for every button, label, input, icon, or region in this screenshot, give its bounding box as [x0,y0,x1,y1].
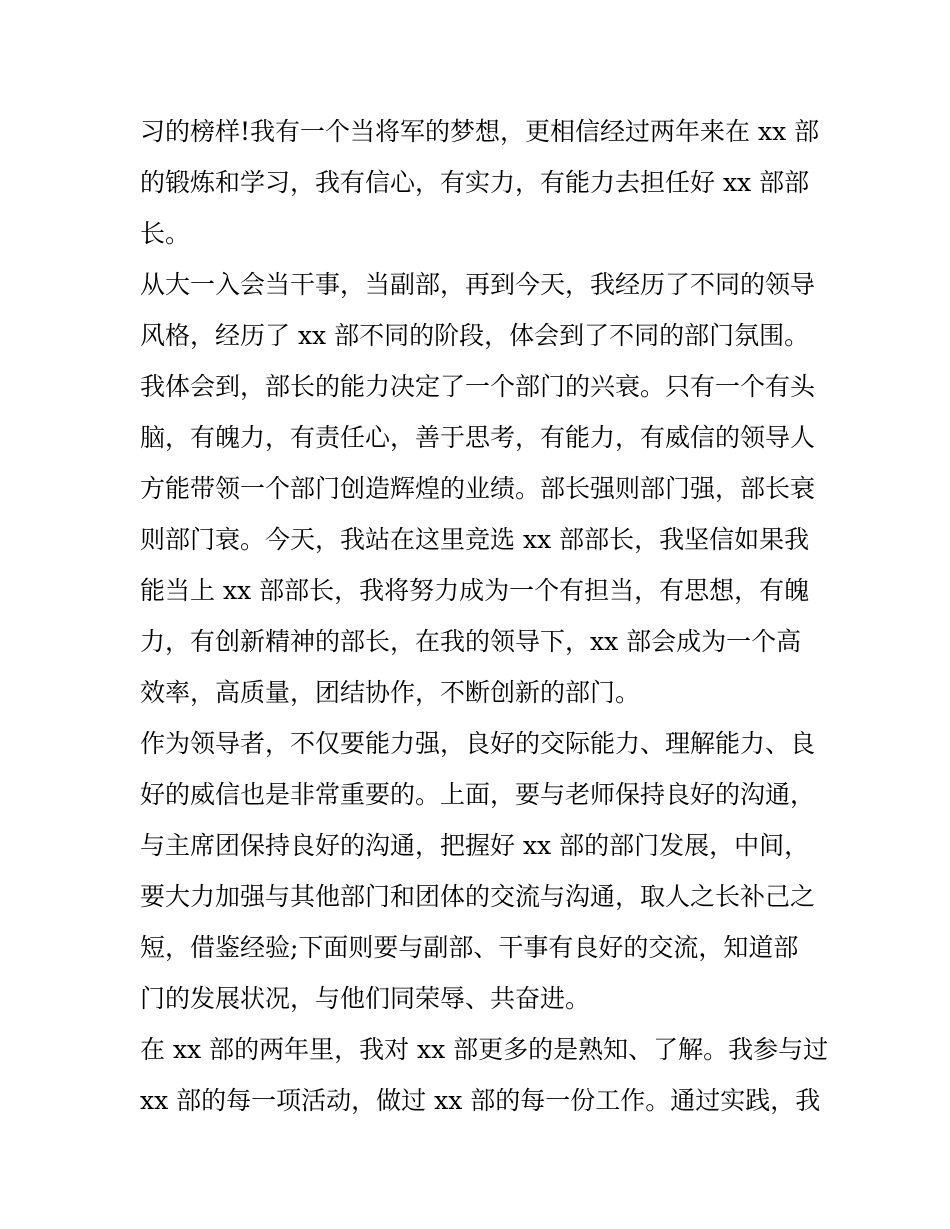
text-line: 从大一入会当干事，当副部，再到今天，我经历了不同的领导 [140,270,816,299]
text-line: 力，有创新精神的部长，在我的领导下，xx 部会成为一个高 [140,627,802,656]
text-line: 在 xx 部的两年里，我对 xx 部更多的是熟知、了解。我参与过 [140,1035,829,1064]
text-line: 短，借鉴经验;下面则要与副部、干事有良好的交流，知道部 [140,933,799,962]
text-line: 能当上 xx 部部长，我将努力成为一个有担当，有思想，有魄 [140,576,810,605]
text-line: 则部门衰。今天，我站在这里竞选 xx 部部长，我坚信如果我 [140,525,810,554]
text-line: 脑，有魄力，有责任心，善于思考，有能力，有威信的领导人 [140,423,816,452]
text-line: 的锻炼和学习，我有信心，有实力，有能力去担任好 xx 部部 [140,168,810,197]
text-line: 效率，高质量，团结协作，不断创新的部门。 [140,678,641,707]
text-line: 习的榜样!我有一个当将军的梦想，更相信经过两年来在 xx 部 [140,117,820,146]
text-line: 我体会到，部长的能力决定了一个部门的兴衰。只有一个有头 [140,372,816,401]
text-line: 与主席团保持良好的沟通，把握好 xx 部的部门发展，中间， [140,831,810,860]
text-line: 门的发展状况，与他们同荣辱、共奋进。 [140,984,591,1013]
text-line: 风格，经历了 xx 部不同的阶段，体会到了不同的部门氛围。 [140,321,810,350]
text-line: 方能带领一个部门创造辉煌的业绩。部长强则部门强，部长衰 [140,474,816,503]
text-line: 作为领导者，不仅要能力强，良好的交际能力、理解能力、良 [140,729,816,758]
text-line: xx 部的每一项活动，做过 xx 部的每一份工作。通过实践，我 [140,1086,821,1115]
text-line: 好的威信也是非常重要的。上面，要与老师保持良好的沟通， [140,780,816,809]
text-line: 长。 [140,219,191,248]
text-line: 要大力加强与其他部门和团体的交流与沟通，取人之长补己之 [140,882,816,911]
document-body [140,106,830,1126]
